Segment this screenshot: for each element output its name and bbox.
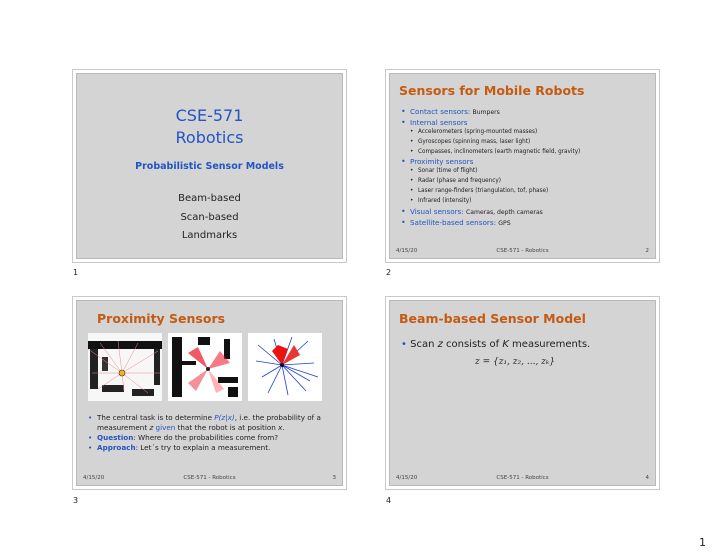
- footer-page: 2: [645, 248, 649, 254]
- slide-4-title: Beam-based Sensor Model: [399, 311, 586, 326]
- list-item: • Proximity sensors • Sonar (time of flight) • Radar (phase and frequency) • Laser range-finders (triangulation, tof, phase) • Infrared (intensity): [401, 157, 656, 206]
- slide-2-title: Sensors for Mobile Robots: [399, 83, 585, 98]
- slide-1-body: [76, 73, 343, 259]
- footer-date: 4/15/20: [83, 475, 105, 481]
- slide-3: [73, 297, 346, 489]
- laser-scan-image: [248, 333, 322, 401]
- list-item: • Question: Where do the probabilities come from?: [88, 433, 343, 443]
- footer-course: CSE-571 - Robotics: [496, 475, 549, 481]
- slide-3-footer: [83, 473, 336, 483]
- sonar-scan-image: [168, 333, 242, 401]
- topic-scan: Scan-based: [180, 212, 239, 223]
- slide-number-1: 1: [73, 268, 79, 277]
- scan-bullet: • Scan z consists of K measurements.: [401, 339, 591, 350]
- slide-number-4: 4: [386, 496, 392, 505]
- topic-beam: Beam-based: [178, 193, 241, 204]
- list-subitem: • Gyroscopes (spinning mass, laser light): [410, 138, 656, 148]
- course-subject: Robotics: [175, 128, 244, 147]
- list-item: • Internal sensors • Accelerometers (spring-mounted masses) • Gyroscopes (spinning mass, laser light) • Compasses, inclinometers (earth magnetic field, gravity): [401, 118, 656, 157]
- list-item: • Satellite-based sensors: GPS: [401, 218, 656, 229]
- list-subitem: • Laser range-finders (triangulation, tof, phase): [410, 187, 656, 197]
- slide-3-body: [76, 300, 343, 486]
- slide-4: [386, 297, 659, 489]
- slide-3-bullets: [88, 413, 343, 453]
- footer-date: 4/15/20: [396, 475, 418, 481]
- list-item: • The central task is to determine P(z|x), i.e. the probability of a measurement z given that the robot is at position x.: [88, 413, 343, 433]
- scan-formula: z = {z₁, z₂, ..., zₖ}: [475, 357, 555, 367]
- list-item: • Approach: Let´s try to explain a measurement.: [88, 443, 343, 453]
- slide-3-title: Proximity Sensors: [97, 311, 226, 326]
- footer-date: 4/15/20: [396, 248, 418, 254]
- slide-1: [73, 70, 346, 262]
- slide-1-heading: Probabilistic Sensor Models: [135, 161, 284, 172]
- course-code: CSE-571: [175, 106, 244, 125]
- footer-page: 3: [332, 475, 336, 481]
- slide-2-footer: [396, 246, 649, 256]
- slide-number-2: 2: [386, 268, 392, 277]
- list-item: • Visual sensors: Cameras, depth cameras: [401, 207, 656, 218]
- slide-2-body: [389, 73, 656, 259]
- footer-course: CSE-571 - Robotics: [496, 248, 549, 254]
- list-subitem: • Infrared (intensity): [410, 197, 656, 207]
- sensor-list: [401, 107, 656, 229]
- page-number: 1: [699, 536, 706, 549]
- occupancy-map-image: [88, 333, 162, 401]
- footer-course: CSE-571 - Robotics: [183, 475, 236, 481]
- list-item: • Contact sensors: Bumpers: [401, 107, 656, 118]
- list-subitem: • Compasses, inclinometers (earth magnetic field, gravity): [410, 148, 656, 158]
- list-subitem: • Sonar (time of flight): [410, 167, 656, 177]
- slide-number-3: 3: [73, 496, 79, 505]
- slide-4-footer: [396, 473, 649, 483]
- slide-2: [386, 70, 659, 262]
- list-subitem: • Radar (phase and frequency): [410, 177, 656, 187]
- footer-page: 4: [645, 475, 649, 481]
- slide-4-body: [389, 300, 656, 486]
- list-subitem: • Accelerometers (spring-mounted masses): [410, 128, 656, 138]
- topic-landmarks: Landmarks: [181, 230, 238, 241]
